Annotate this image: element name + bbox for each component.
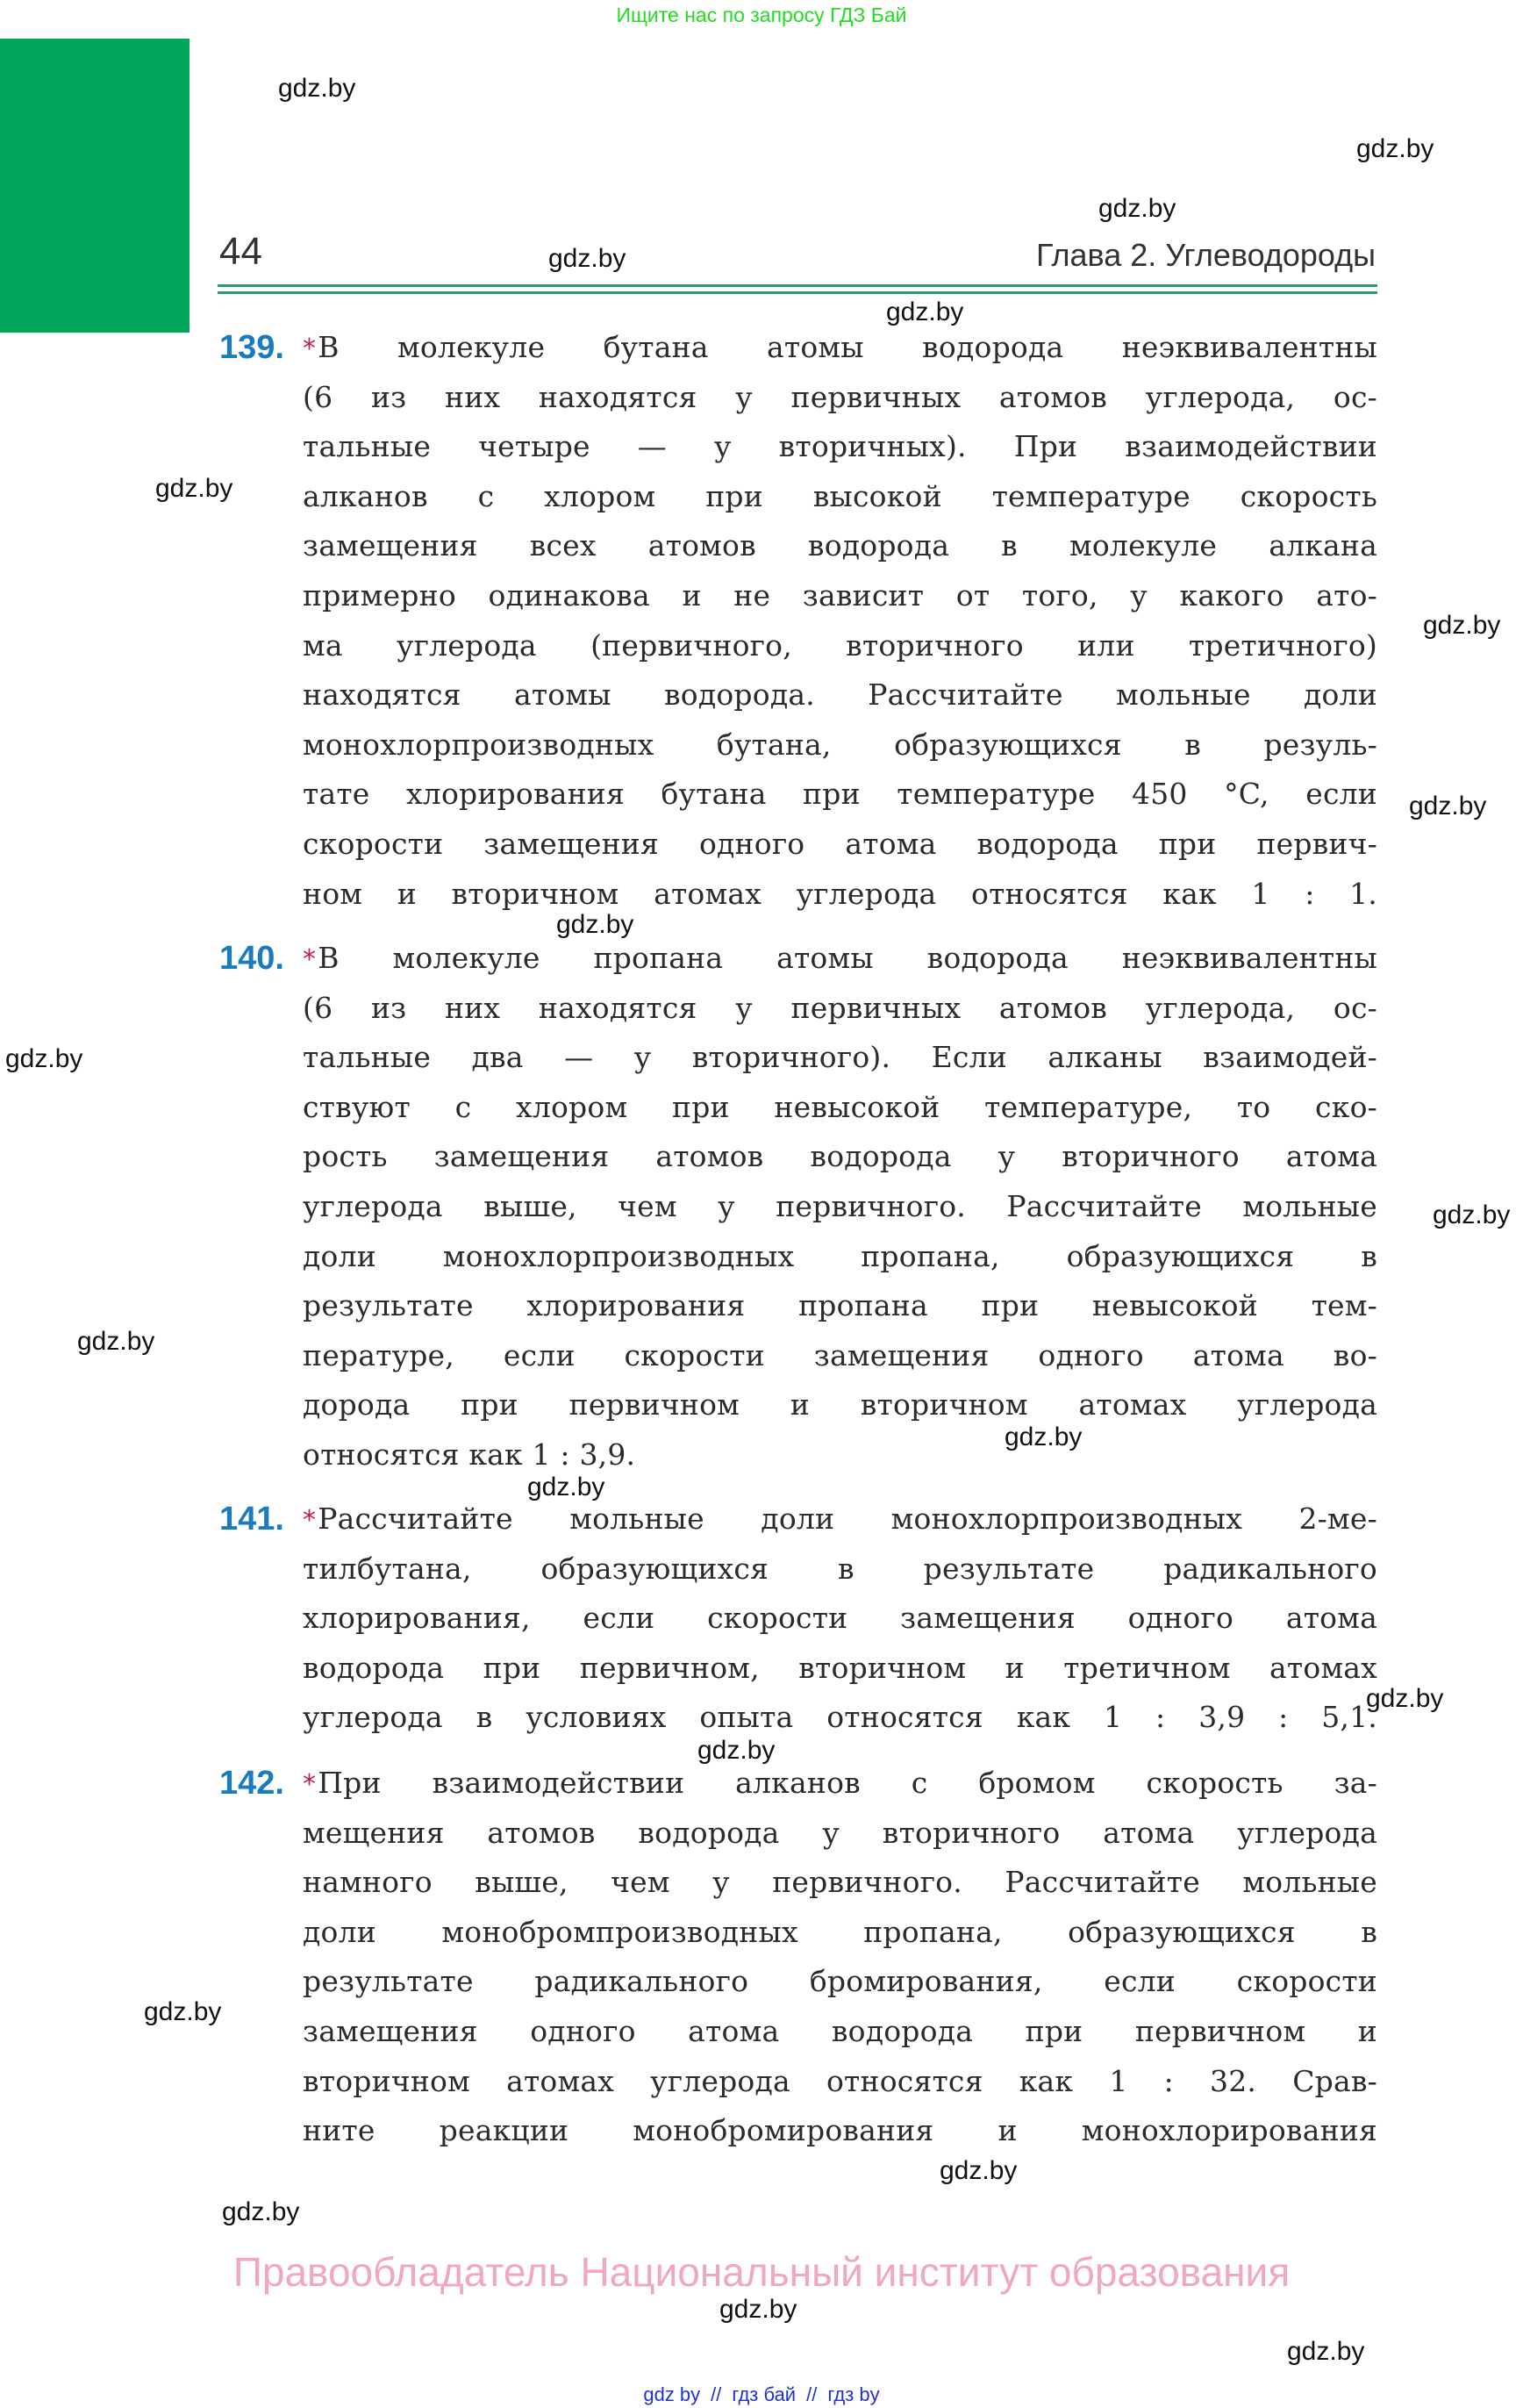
text-line: ните реакции монобромирования и монохлорирования [303, 2113, 1377, 2148]
text-line: дорода при первичном и вторичном атомах углерода [303, 1387, 1377, 1423]
watermark: gdz.by [1433, 1200, 1511, 1229]
watermark: gdz.by [278, 74, 356, 103]
asterisk-icon: * [303, 1769, 317, 1800]
text-line: намного выше, чем у первичного. Рассчитайте мольные [303, 1865, 1377, 1900]
watermark: gdz.by [1356, 134, 1434, 163]
footer-link-gdz-by-cyr[interactable]: гдз by [827, 2383, 880, 2405]
header-rule-bottom [218, 291, 1377, 294]
watermark: gdz.by [527, 1473, 605, 1501]
text-line: ствуют с хлором при невысокой температуре, то ско- [303, 1089, 1377, 1124]
text-line: водорода при первичном, вторичном и третичном атомах [303, 1650, 1377, 1685]
text-line: углерода выше, чем у первичного. Рассчитайте мольные [303, 1188, 1377, 1223]
text-line: тальные два — у вторичного). Если алканы взаимодей- [303, 1040, 1377, 1075]
text-line: находятся атомы водорода. Рассчитайте мольные доли [303, 677, 1377, 713]
problem-text [303, 1759, 1377, 2156]
text-line: углерода в условиях опыта относятся как 1 : 3,9 : 5,1. [303, 1700, 1377, 1735]
problem-number: 140. [219, 940, 284, 977]
footer-separator: // [806, 2383, 818, 2405]
watermark: gdz.by [1366, 1684, 1444, 1713]
watermark: gdz.by [77, 1327, 155, 1356]
watermark: gdz.by [144, 1997, 222, 2026]
watermark: gdz.by [556, 910, 634, 939]
watermark: gdz.by [1409, 792, 1487, 821]
page-number: 44 [219, 230, 262, 273]
problem-number: 142. [219, 1765, 284, 1802]
text-line: мещения атомов водорода у вторичного атома углерода [303, 1815, 1377, 1850]
watermark: gdz.by [1005, 1423, 1083, 1451]
text-line: *В молекуле пропана атомы водорода неэквивалентны [303, 941, 1377, 975]
footer-separator: // [711, 2383, 722, 2405]
asterisk-icon: * [303, 333, 317, 364]
text-line: результате радикального бромирования, если скорости [303, 1964, 1377, 1999]
chapter-color-tab [0, 39, 189, 333]
watermark: gdz.by [719, 2295, 797, 2324]
watermark: gdz.by [222, 2197, 300, 2226]
text-line: вторичном атомах углерода относятся как 1 : 32. Срав- [303, 2063, 1377, 2098]
text-line: тилбутана, образующихся в результате радикального [303, 1551, 1377, 1586]
text-line: замещения всех атомов водорода в молекуле алкана [303, 528, 1377, 563]
text-line: монохлорпроизводных бутана, образующихся в резуль- [303, 727, 1377, 762]
text-line: замещения одного атома водорода при первичном и [303, 2013, 1377, 2048]
text-line: относятся как 1 : 3,9. [303, 1437, 636, 1472]
text-line: ма углерода (первичного, вторичного или третичного) [303, 627, 1377, 663]
text-line: результате хлорирования пропана при невысокой тем- [303, 1288, 1377, 1323]
watermark: gdz.by [1098, 194, 1176, 223]
watermark: gdz.by [1423, 611, 1501, 640]
text-line: пературе, если скорости замещения одного атома во- [303, 1337, 1377, 1372]
text-line: доли монобромпроизводных пропана, образующихся в [303, 1914, 1377, 1949]
text-line: тате хлорирования бутана при температуре 450 °C, если [303, 777, 1377, 812]
watermark: gdz.by [697, 1736, 776, 1765]
problem-number: 139. [219, 329, 284, 366]
footer-link-gdz-bai[interactable]: гдз бай [732, 2383, 797, 2405]
text-line: *Рассчитайте мольные доли монохлорпроизводных 2-ме- [303, 1501, 1377, 1536]
text-line: алканов с хлором при высокой температуре скорость [303, 478, 1377, 513]
text-line: (6 из них находятся у первичных атомов углерода, ос- [303, 990, 1377, 1025]
text-line: рость замещения атомов водорода у вторичного атома [303, 1139, 1377, 1174]
watermark: gdz.by [1287, 2337, 1365, 2366]
watermark: gdz.by [940, 2156, 1018, 2185]
watermark: gdz.by [548, 244, 626, 273]
asterisk-icon: * [303, 1505, 317, 1536]
text-line: хлорирования, если скорости замещения одного атома [303, 1601, 1377, 1636]
text-line: доли монохлорпроизводных пропана, образующихся в [303, 1238, 1377, 1273]
problem-text [303, 1494, 1377, 1743]
copyright-notice: Правообладатель Национальный институт образования [232, 2249, 1291, 2295]
problem-number: 141. [219, 1501, 284, 1537]
chapter-title: Глава 2. Углеводороды [1036, 237, 1376, 273]
header-rule-top [218, 284, 1377, 287]
watermark: gdz.by [5, 1044, 83, 1073]
text-line: тальные четыре — у вторичных). При взаимодействии [303, 429, 1377, 464]
text-line: скорости замещения одного атома водорода при первич- [303, 826, 1377, 861]
watermark: gdz.by [155, 474, 233, 503]
asterisk-icon: * [303, 944, 317, 975]
top-search-banner: Ищите нас по запросу ГДЗ Бай [616, 4, 907, 26]
problem-text [303, 934, 1377, 1480]
text-line: *При взаимодействии алканов с бромом скорость за- [303, 1766, 1377, 1800]
text-line: *В молекуле бутана атомы водорода неэквивалентны [303, 330, 1377, 364]
text-line: ном и вторичном атомах углерода относятся как 1 : 1. [303, 876, 1377, 911]
text-line: (6 из них находятся у первичных атомов углерода, ос- [303, 379, 1377, 414]
footer-links [0, 2383, 1523, 2406]
text-line: примерно одинакова и не зависит от того, у какого ато- [303, 577, 1377, 613]
problem-text [303, 323, 1377, 919]
watermark: gdz.by [886, 297, 964, 326]
footer-link-gdz-by[interactable]: gdz by [643, 2383, 701, 2405]
